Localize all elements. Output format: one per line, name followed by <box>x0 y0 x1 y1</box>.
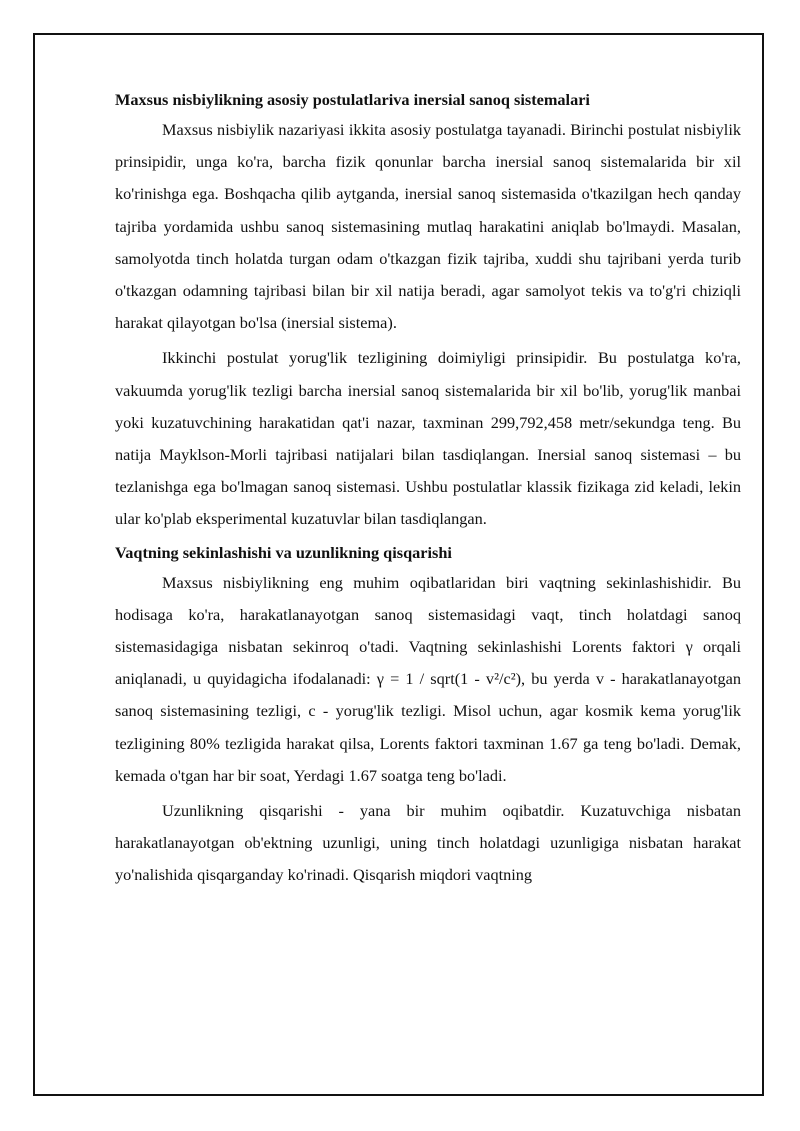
paragraph: Maxsus nisbiylikning eng muhim oqibatlaridan biri vaqtning sekinlashishidir. Bu hodisaga ko'ra, harakatlanayotgan sanoq sistemasidagi vaqt, tinch holatdagi sanoq sistemasidagiga nisbatan sekinroq o'tadi. Vaqtning sekinlashishi Lorents faktori γ orqali aniqlanadi, u quyidagicha ifodalanadi: γ = 1 / sqrt(1 - v²/c²), bu yerda v - harakatlanayotgan sanoq sistemasining tezligi, c - yorug'lik tezligi. Misol uchun, agar kosmik kema yorug'lik tezligining 80% tezligida harakat qilsa, Lorents faktori taxminan 1.67 ga teng bo'ladi. Demak, kemada o'tgan har bir soat, Yerdagi 1.67 soatga teng bo'ladi. <box>115 572 741 785</box>
section-heading-time-dilation: Vaqtning sekinlashishi va uzunlikning qisqarishi <box>115 542 452 562</box>
paragraph: Ikkinchi postulat yorug'lik tezligining doimiyligi prinsipidir. Bu postulatga ko'ra, vakuumda yorug'lik tezligi barcha inersial sanoq sistemalarida bir xil bo'lib, yorug'lik manbai yoki kuzatuvchining harakatidan qat'i nazar, taxminan 299,792,458 metr/sekundga teng. Bu natija Mayklson-Morli tajribasi natijalari bilan tasdiqlangan. Inersial sanoq sistemasi – bu tezlanishga ega bo'lmagan sanoq sistemasi. Ushbu postulatlar klassik fizikaga zid keladi, lekin ular ko'plab eksperimental kuzatuvlar bilan tasdiqlangan. <box>115 348 741 529</box>
paragraph: Uzunlikning qisqarishi - yana bir muhim oqibatdir. Kuzatuvchiga nisbatan harakatlanayotgan ob'ektning uzunligi, uning tinch holatdagi uzunligiga nisbatan harakat yo'nalishida qisqarganday ko'rinadi. Qisqarish miqdori vaqtning <box>115 801 741 885</box>
paragraph: Maxsus nisbiylik nazariyasi ikkita asosiy postulatga tayanadi. Birinchi postulat nisbiylik prinsipidir, unga ko'ra, barcha fizik qonunlar barcha inersial sanoq sistemalarida bir xil ko'rinishga ega. Boshqacha qilib aytganda, inersial sanoq sistemasida o'tkazilgan hech qanday tajriba yordamida ushbu sanoq sistemasining mutlaq harakatini aniqlab bo'lmaydi. Masalan, samolyotda tinch holatda turgan odam o'tkazgan fizik tajriba, xuddi shu tajribani yerda turib o'tkazgan odamning tajribasi bilan bir xil natija beradi, agar samolyot tekis va to'g'ri chiziqli harakat qilayotgan bo'lsa (inersial sistema). <box>115 120 741 333</box>
document-body <box>115 86 741 895</box>
section-heading-postulates: Maxsus nisbiylikning asosiy postulatlariva inersial sanoq sistemalari <box>115 90 590 109</box>
